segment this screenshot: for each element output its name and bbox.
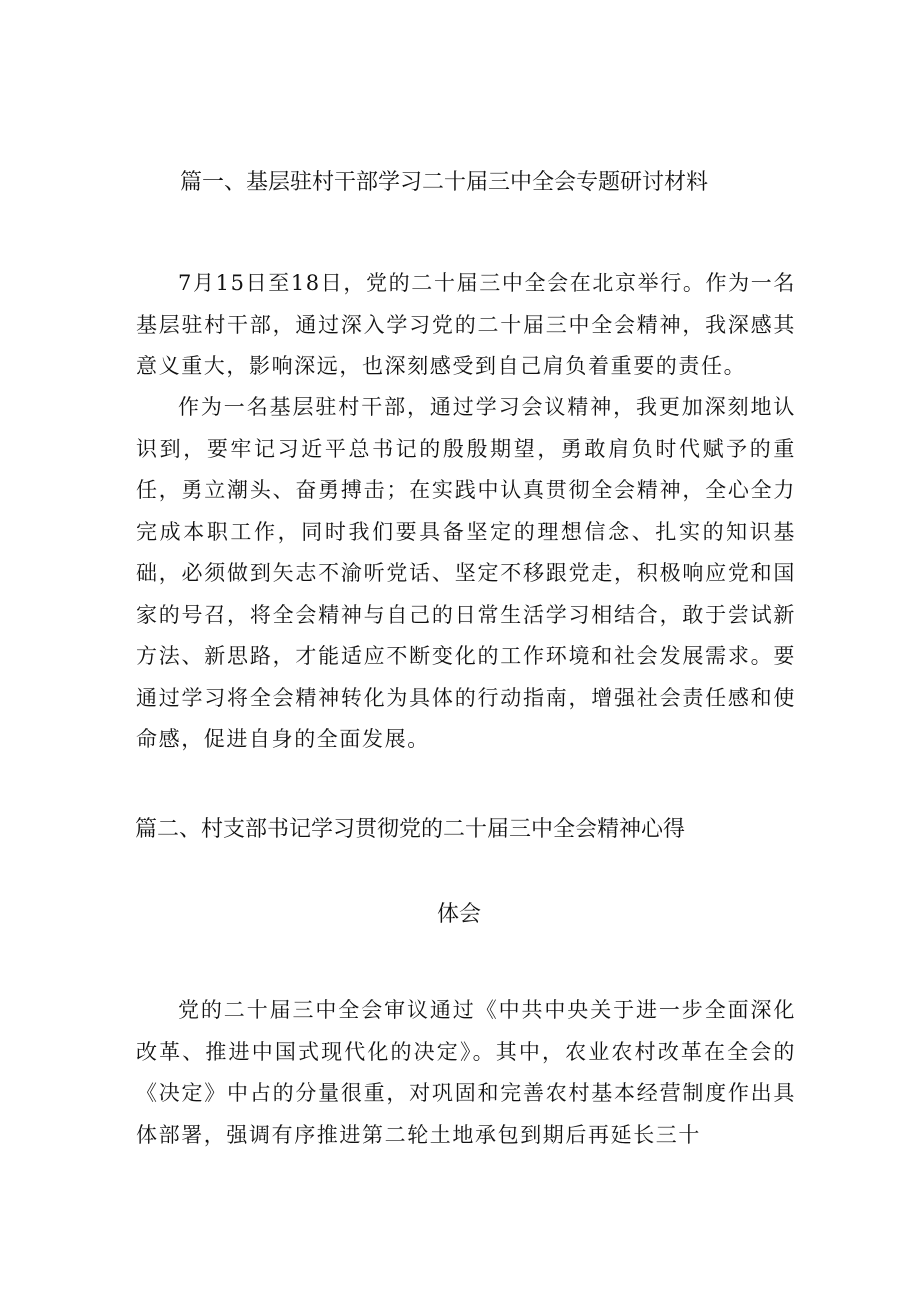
section1-paragraph-1: 7月15日至18日，党的二十届三中全会在北京举行。作为一名基层驻村干部，通过深入学习党的二十届三中全会精神，我深感其意义重大，影响深远，也深刻感受到自己肩负着重要的责任。 — [136, 271, 796, 378]
section2-title-line1: 篇二、村支部书记学习贯彻党的二十届三中全会精神心得 — [135, 817, 686, 842]
section2-paragraph-1: 党的二十届三中全会审议通过《中共中央关于进一步全面深化改革、推进中国式现代化的决定》。其中，农业农村改革在全会的《决定》中占的分量很重，对巩固和完善农村基本经营制度作出具体部署，强调有序推进第二轮土地承包到期后再延长三十 — [136, 998, 796, 1147]
section1-paragraph-2: 作为一名基层驻村干部，通过学习会议精神，我更加深刻地认识到，要牢记习近平总书记的殷殷期望，勇敢肩负时代赋予的重任，勇立潮头、奋勇搏击；在实践中认真贯彻全会精神，全心全力完成本职工作，同时我们要具备坚定的理想信念、扎实的知识基础，必须做到矢志不渝听党话、坚定不移跟党走，积极响应党和国家的号召，将全会精神与自己的日常生活学习相结合，敢于尝试新方法、新思路，才能适应不断变化的工作环境和社会发展需求。要通过学习将全会精神转化为具体的行动指南，增强社会责任感和使命感，促进自身的全面发展。 — [136, 395, 796, 751]
section2-title-line2: 体会 — [437, 902, 482, 927]
section1-title: 篇一、基层驻村干部学习二十届三中全会专题研讨材料 — [180, 170, 709, 195]
